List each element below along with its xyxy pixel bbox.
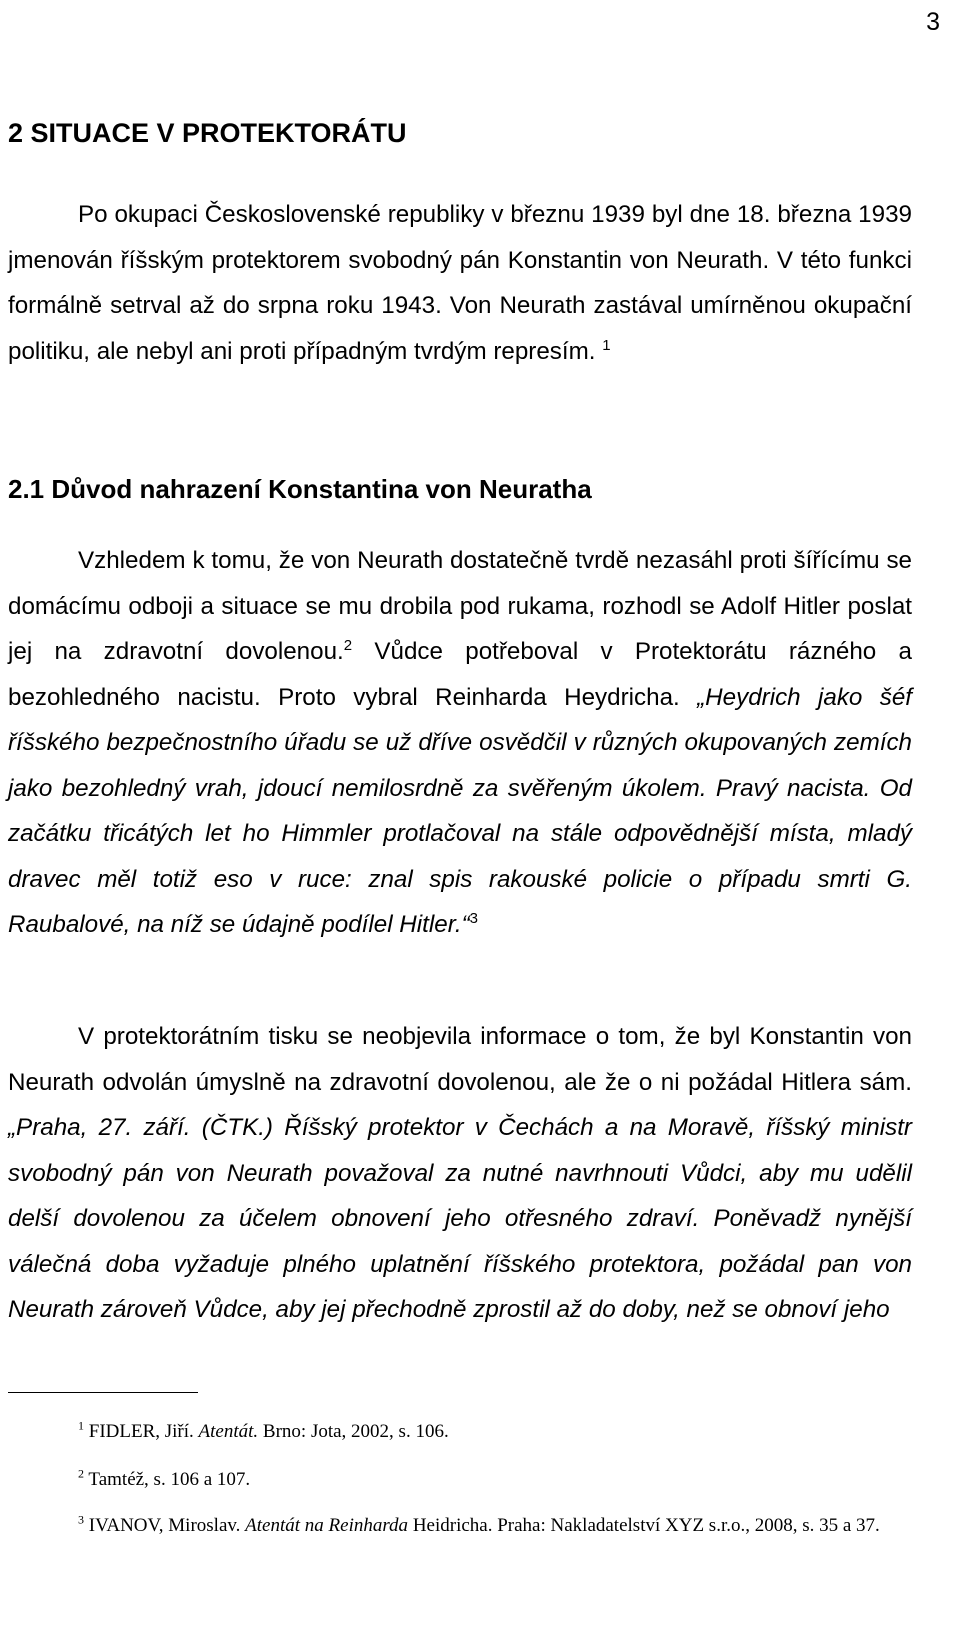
footnote-text: IVANOV, Miroslav. [88, 1515, 246, 1536]
chapter-heading: 2 SITUACE V PROTEKTORÁTU [8, 118, 407, 148]
paragraph-press-text: V protektorátním tisku se neobjevila informace o tom, že byl Konstantin von Neurath odvolán úmyslně na zdravotní dovolenou, ale že o ni požádal Hitlera sám. [8, 1023, 912, 1096]
footnote-text-post: Heidricha. Praha: Nakladatelství XYZ s.r.o., 2008, s. 35 a 37. [408, 1515, 880, 1536]
footnote-number: 1 [78, 1418, 84, 1433]
ctk-quote: „Praha, 27. září. (ČTK.) Říšský protektor v Čechách a na Moravě, říšský ministr svobodný pán von Neurath považoval za nutné navrhnouti Vůdci, aby mu udělil delší dovolenou za účelem obnovení jeho otřesného zdraví. Poněvadž nynější válečná doba vyžaduje plného uplatnění říšského protektora, požádal pan von Neurath zároveň Vůdce, aby jej přechodně zprostil až do doby, než se obnoví jeho [8, 1114, 912, 1323]
footnote-text: FIDLER, Jiří. [88, 1421, 199, 1442]
footnote-text-post: Brno: Jota, 2002, s. 106. [258, 1421, 449, 1442]
footnote-ref-2[interactable]: 2 [343, 636, 353, 654]
paragraph-intro-text: Po okupaci Československé republiky v březnu 1939 byl dne 18. března 1939 jmenován říšským protektorem svobodný pán Konstantin von Neurath. V této funkci formálně setrval až do srpna roku 1943. Von Neurath zastával umírněnou okupační politiku, ale nebyl ani proti případným tvrdým represím. [8, 201, 912, 365]
footnote-1 [8, 1420, 912, 1444]
footnote-ref-1[interactable]: 1 [602, 336, 611, 354]
footnote-text: Tamtéž, s. 106 a 107. [88, 1469, 251, 1490]
footnote-2 [8, 1468, 912, 1492]
footnote-title: Atentát. [198, 1421, 259, 1442]
page-number: 3 [926, 8, 940, 36]
footnote-title: Atentát na Reinharda [245, 1515, 409, 1536]
footnote-number: 2 [78, 1466, 84, 1481]
paragraph-press [8, 1014, 912, 1333]
section-heading: 2.1 Důvod nahrazení Konstantina von Neuratha [8, 474, 592, 504]
paragraph-reason-text-a: Vzhledem k tomu, že von Neurath dostatečně tvrdě nezasáhl proti šířícímu se domácímu odboji a situace se mu drobila pod rukama, rozhodl se Adolf Hitler poslat jej na zdravotní dovolenou. [8, 547, 912, 665]
paragraph-reason-text-b: Vůdce potřeboval v Protektorátu rázného a bezohledného nacistu. Proto vybral Reinharda Heydricha. [8, 638, 912, 711]
footnote-3 [8, 1514, 912, 1538]
footnote-ref-3[interactable]: 3 [469, 909, 478, 927]
paragraph-reason [8, 538, 912, 948]
paragraph-intro [8, 192, 912, 374]
footnote-number: 3 [78, 1512, 84, 1527]
heydrich-quote: „Heydrich jako šéf říšského bezpečnostního úřadu se už dříve osvědčil v různých okupovaných zemích jako bezohledný vrah, jdoucí nemilosrdně za svěřeným úkolem. Pravý nacista. Od začátku třicátých let ho Himmler protlačoval na stále odpovědnější místa, mladý dravec měl totiž eso v ruce: znal spis rakouské policie o případu smrti G. Raubalové, na níž se údajně podílel Hitler.“ [8, 683, 912, 938]
footnote-divider [8, 1392, 198, 1393]
